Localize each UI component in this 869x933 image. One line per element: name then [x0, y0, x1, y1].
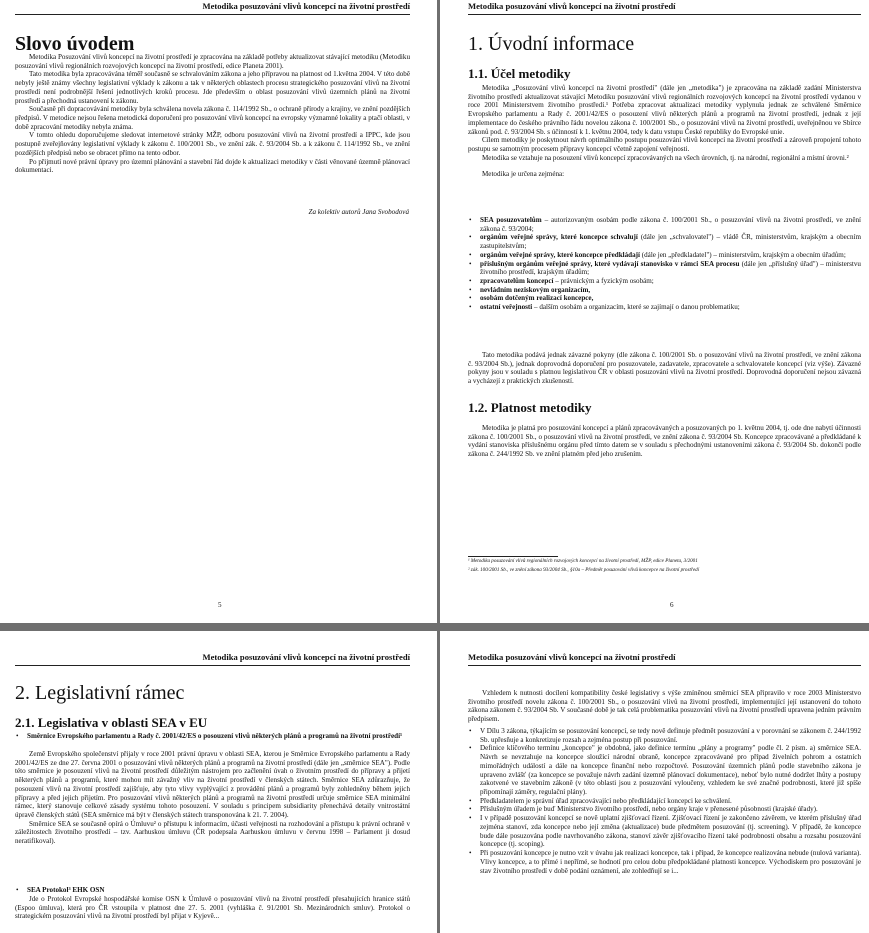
footnote-rule	[468, 556, 558, 557]
chapter-title: 1. Úvodní informace	[468, 33, 635, 55]
running-header: Metodika posuzování vlivů koncepcí na životní prostředí	[202, 652, 410, 662]
list-item-text: (dále jen „příslušný úřad") – ministerstvu životního prostředí, krajským úřadům;	[480, 259, 861, 277]
list-item-term: příslušným orgánům veřejné správy, které vydávají stanovisko v rámci SEA procesu	[480, 259, 740, 268]
list-item-text: – právnickým a fyzickým osobám;	[553, 277, 654, 286]
page-number: 5	[218, 601, 222, 609]
chapter-title: 2. Legislativní rámec	[15, 682, 185, 704]
list-item	[15, 732, 410, 741]
paragraph: Vzhledem k nutnosti docílení kompatibility české legislativy s výše zmíněnou směrnicí SEA připravilo v roce 2003 Ministerstvo životního prostředí novelu zákona č. 100/2001 Sb., o posuzování vlivů na životní prostředí, implementující její ustanovení do tohoto zákona zákonem č. 93/2004 Sb. V současné době je tak celá problematika posuzování vlivů na životní prostředí upravena jedním právním předpisem.	[468, 689, 861, 724]
list-item	[468, 260, 861, 277]
paragraph: Po přijmutí nové právní úpravy pro územní plánování a stavební řád dojde k aktualizaci metodiky v části věnované územně plánovací dokumentaci.	[15, 157, 410, 175]
body-text	[468, 424, 861, 459]
list-item-term: SEA Protokol³ EHK OSN	[27, 886, 105, 894]
list-item: • Předkladatelem je správní úřad zpracovávající nebo předkládající koncepci ke schválení.	[468, 797, 861, 806]
body-text	[468, 689, 861, 724]
legislation-list	[15, 732, 410, 741]
list-item: • Při posuzování koncepce je nutno vzít v úvahu jak realizaci koncepce, tak i případ, že koncepce realizována nebude (nulová varianta). Vlivy koncepce, a to přímé i nepřímé, se hodnotí pro celou dobu předpokládané platnosti koncepce. Východiskem pro posuzování je stav životního prostředí v době podání oznámení, ale zohledňují se i...	[468, 849, 861, 875]
paragraph: Metodika „Posuzování vlivů koncepcí na životní prostředí" (dále jen „metodika") je zpracována na základě zadání Ministerstva životního prostředí aktualizovat stávající Metodiku posuzování vlivů regionálních rozvojových koncepcí na životní prostředí vydanou v roce 2001 Ministerstvem životního prostředí.¹ Potřeba zpracovat aktualizaci metodiky vyplynula jednak ze schválené Směrnice Evropského parlamentu a Rady č. 2001/42/ES o posouzení vlivů některých plánů a programů na životní prostředí, jednak z její implementace do českého právního řádu novelou zákona č. 100/2001 Sb., o posuzování vlivů na životní prostředí, uveřejněnou ve Sbírce zákonů pod. č. 93/2004 Sb. s účinností k 1. květnu 2004, tedy k datu vstupu České republiky do Evropské unie.	[468, 84, 861, 136]
list-item-term: orgánům veřejné správy, které koncepce schvalují	[480, 233, 638, 242]
list-item: • V Dílu 3 zákona, týkajícím se posuzování koncepcí, se tedy nově definuje předmět posuzování a v porovnání se zákonem č. 244/1992 Sb. upřesňuje a konkretizuje rozsah a zejména postup při posuzování.	[468, 727, 861, 744]
paragraph: Tato metodika byla zpracovávána téměř současně se schvalováním zákona a jeho přípravou na platnost od 1.května 2004. V této době nebyly ještě známy všechny legislativní výklady k zákonu a tak v některých oblastech procesu strategického posuzování vlivů na životní prostředí není podrobnější řešení jednotlivých kroků procesu. Jde především o oblast posuzování vlivů územních plánů na životní prostředí a přechodná ustanovení k zákonu.	[15, 70, 410, 105]
header-rule	[468, 665, 861, 666]
body-text	[15, 53, 410, 175]
paragraph: Jde o Protokol Evropské hospodářské komise OSN k Úmluvě o posuzování vlivů na životní prostředí přesahujících hranice států (Espoo úmluva), která pro ČR vstoupila v platnost dne 27. 5. 2001 (vyhláška č. 91/2001 Sb. Mezinárodních smluv). Protokol o strategickém posuzování vlivů na životní prostředí byl přijat v Kyjevě...	[15, 895, 410, 921]
header-rule	[468, 14, 861, 15]
list-item	[468, 286, 861, 295]
body-text	[468, 84, 861, 179]
header-rule	[15, 14, 410, 15]
body-text	[15, 895, 410, 921]
list-item-term: ostatní veřejnosti	[480, 303, 533, 312]
paragraph: Směrnice SEA se současně opírá o Úmluvu² o přístupu k informacím, účasti veřejnosti na rozhodování a přístupu k právní ochraně v záležitostech životního prostředí – tzv. Aarhuskou úmluvu (ČR podepsala Aarhuskou úmluvu v červnu 1998 – Parlament ji dosud neratifikoval).	[15, 819, 410, 846]
signature: Za kolektiv autorů Jana Svobodová	[308, 208, 409, 216]
running-header: Metodika posuzování vlivů koncepcí na životní prostředí	[468, 652, 676, 662]
list-item	[468, 277, 861, 286]
body-text	[15, 750, 410, 846]
section-heading: 1.2. Platnost metodiky	[468, 400, 592, 415]
page-7	[0, 631, 437, 933]
paragraph: Země Evropského společenství přijaly v roce 2001 právní úpravu v oblasti SEA, kterou je Směrnice Evropského parlamentu a Rady 2001/42/ES ze dne 27. června 2001 o posuzování vlivů některých plánů a programů na životní prostředí (dále jen „směrnice SEA"). Podle této směrnice je posouzení vlivů na životní prostředí důležitým nástrojem pro začlenění úvah o životním prostředí do přípravy a přijetí některých plánů a programů, které mohou mít závažný vliv na životní prostředí v členských státech. Směrnice SEA zdůrazňuje, že posouzení vlivů na životní prostředí zajišťuje, aby tyto vlivy vyplývající z provádění plánů a programů byly zohledněny během jejich přípravy a před jejich přijetím. Pro posuzování vlivů některých plánů a programů na životní prostředí určuje směrnice SEA minimální rámec, který stanovuje celkové zásady systému tohoto posouzení. V souladu s principem subsidiarity přenechává detaily vnitrostátní úpravě členských států (SEA směrnice má být v členských státech transponována k 21. 7. 2004).	[15, 750, 410, 820]
list-item-term: Směrnice Evropského parlamentu a Rady č. 2001/42/ES o posouzení vlivů některých plánů a programů na životní prostředí¹	[27, 732, 403, 740]
list-item	[15, 886, 410, 895]
list-item-text: – autorizovaným osobám podle zákona č. 100/2001 Sb., o posuzování vlivů na životní prostředí, ve znění zákona č. 93/2004;	[480, 216, 861, 233]
paragraph: Metodika Posuzování vlivů koncepcí na životní prostředí je zpracována na základě potřeby aktualizovat stávající metodiku (Metodiku posuzování vlivů regionálních rozvojových koncepcí na životní prostředí, edice Planeta 2001).	[15, 53, 410, 70]
list-item: • I v případě posuzování koncepcí se nově uplatní zjišťovací řízení. Zjišťovací řízení je zakončeno závěrem, ve kterém příslušný úřad zejména stanoví, zda koncepce nebo její změna (aktualizace) bude předmětem posuzování (tj. screening). V případě, že koncepce bude dále posuzována podle navrhovaného zákona, stanoví závěr zjišťovacího řízení také podrobnosti obsahu a rozsahu posuzování koncepce (tj. scoping).	[468, 814, 861, 849]
list-item-term: SEA posuzovatelům	[480, 216, 542, 224]
paragraph: Metodika je platná pro posuzování koncepcí a plánů zpracovávaných a posuzovaných po 1. květnu 2004, tj. ode dne nabytí účinnosti zákona č. 100/2001 Sb., o posuzování vlivů na životní prostředí, ve znění zákona č. 93/2004 Sb. Koncepce zpracovávané a předkládané k vydání stanoviska příslušnému orgánu před tímto datem se v souladu s přechodnými ustanoveními zákona č. 93/2004 Sb. dokončí podle zákona č. 244/1992 Sb. ve znění platném před jeho zrušením.	[468, 424, 861, 459]
paragraph: Tato metodika podává jednak závazné pokyny (dle zákona č. 100/2001 Sb. o posuzování vlivů na životní prostředí, ve znění zákona č. 93/2004 Sb.), jednak doprovodná doporučení pro posuzovatele, zadavatele, zpracovatele a schvalovatele koncepcí (viz výše). Závazné pokyny jsou v souladu s platnou legislativou ČR v oblasti posuzování vlivů na životní prostředí. Doprovodná doporučení nejsou závazná a vycházejí z praktických zkušeností.	[468, 351, 861, 386]
list-item-text: – dalším osobám a organizacím, které se zajímají o danou problematiku;	[532, 303, 740, 312]
list-item-term: orgánům veřejné správy, které koncepce předkládají	[480, 250, 640, 259]
running-header: Metodika posuzování vlivů koncepcí na životní prostředí	[468, 1, 676, 11]
list-item: • Příslušným úřadem je buď Ministerstvo životního prostředí, nebo orgány kraje v přenesené působnosti (krajské úřady).	[468, 805, 861, 814]
running-header: Metodika posuzování vlivů koncepcí na životní prostředí	[202, 1, 410, 11]
page-5	[0, 0, 437, 623]
paragraph: Cílem metodiky je poskytnout návrh optimálního postupu posuzování vlivů koncepcí na životní prostředí a zároveň propojení tohoto postupu se samotným procesem přípravy koncepcí včetně zapojení veřejnosti.	[468, 136, 861, 154]
paragraph: Metodika se vztahuje na posouzení vlivů koncepcí zpracovávaných na všech úrovních, tj. na národní, regionální a místní úrovni.²	[482, 153, 849, 162]
list-item	[468, 294, 861, 303]
section-heading: 1.1. Účel metodiky	[468, 66, 571, 81]
legislation-list	[15, 886, 410, 895]
list-item	[468, 251, 861, 260]
paragraph: Metodika je určena zejména:	[482, 170, 565, 179]
page-6	[440, 0, 869, 623]
audience-list	[468, 216, 861, 312]
list-item: • Definice klíčového termínu „koncepce" je obdobná, jako definice termínu „plány a programy" podle čl. 2 písm. a) směrnice SEA. Návrh se nevztahuje na koncepce sloužící národní obraně, koncepce zpracovávané pro případ živelních pohrom a ostatních mimořádných událostí a dále na koncepce finanční nebo rozpočtové. Posuzování územních plánů podle stavebního zákona je upraveno zvlášť (za koncepce se považuje návrh zadání územně plánovací dokumentace), neboť bylo nutné dodržet lhůty a postupy zakotvené ve stavebním zákoně (v této oblasti jsou z posuzování vyloučeny, vzhledem ke své značné podrobnosti, které již spíše připomínají záměry, regulační plány).	[468, 744, 861, 796]
list-item-term: zpracovatelům koncepcí	[480, 277, 554, 286]
list-item-text: (dále jen „schvalovatel") – vládě ČR, ministerstvům, krajským a obecním zastupitelstvům;	[480, 233, 861, 251]
law-changes-list	[468, 727, 861, 875]
list-item	[468, 216, 861, 233]
page-8	[440, 631, 869, 933]
page-number: 6	[670, 601, 674, 609]
list-item-term: osobám dotčeným realizací koncepce,	[480, 294, 594, 303]
footnote: ² zák. 100/2001 Sb., ve znění zákona 93/2004 Sb., §10a – Předmět posuzování vlivů koncepce na životní prostředí	[468, 567, 700, 573]
paragraph: V tomto ohledu doporučujeme sledovat internetové stránky MŽP, odboru posuzování vlivů na životní prostředí a IPPC, kde jsou postupně zveřejňovány legislativní výklady k zákonu č. 100/2001 Sb., ve znění zák. č. 93/2004 Sb. a k zákonu č. 114/1992 Sb., ve znění pozdějších předpisů nebo se obracet přímo na tento odbor.	[15, 131, 410, 157]
page-title: Slovo úvodem	[15, 33, 135, 55]
footnote: ¹ Metodika posuzování vlivů regionálních rozvojových koncepcí na životní prostředí, MŽP, edice Planeta, 3/2001	[468, 558, 698, 564]
header-rule	[15, 665, 410, 666]
list-item-term: nevládním neziskovým organizacím,	[480, 285, 591, 294]
list-item	[468, 303, 861, 312]
list-item-text: (dále jen „předkladatel") – ministerstvům, krajským a obecním úřadům;	[640, 250, 846, 259]
page-gutter-horizontal	[0, 623, 869, 631]
section-heading: 2.1. Legislativa v oblasti SEA v EU	[15, 715, 208, 730]
list-item	[468, 233, 861, 250]
body-text	[468, 351, 861, 386]
paragraph: Současně při dopracovávání metodiky byla schválena novela zákona č. 114/1992 Sb., o ochraně přírody a krajiny, ve znění pozdějších předpisů. V metodice nejsou řešena metodická doporučení pro posuzování vlivů koncepcí na evropsky významné lokality a ptačí oblasti, v době zpracování metodiky nebyla známa.	[15, 105, 410, 131]
